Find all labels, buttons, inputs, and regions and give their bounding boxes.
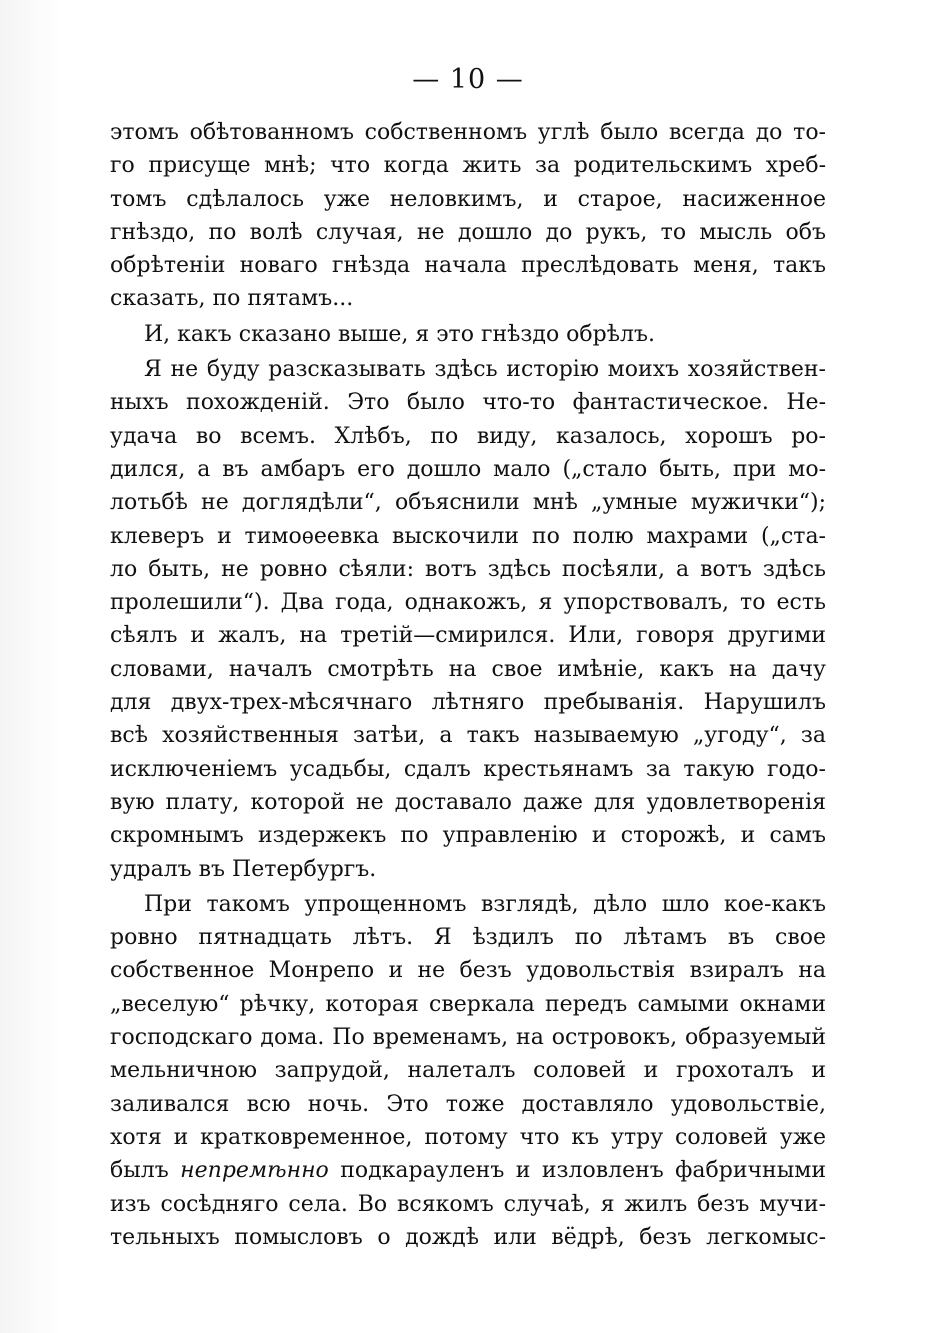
- text-line-with-emphasis: [110, 1154, 826, 1187]
- text-line: исключеніемъ усадьбы, сдалъ крестьянамъ за такую годо-: [110, 756, 826, 782]
- text-line: обрѣтеніи новаго гнѣзда начала преслѣдовать меня, такъ: [110, 253, 826, 279]
- text-line: изъ сосѣдняго села. Во всякомъ случаѣ, я жилъ безъ мучи-: [110, 1191, 826, 1217]
- text-line: го присуще мнѣ; что когда жить за родительскимъ хреб-: [110, 153, 826, 179]
- paragraph-3: [110, 353, 826, 886]
- paragraph-4: [110, 888, 826, 1254]
- text-run: былъ: [110, 1158, 181, 1184]
- text-line: мельничною запрудой, налеталъ соловей и грохоталъ и: [110, 1058, 826, 1084]
- text-line: ныхъ похожденій. Это было что-то фантастическое. Не-: [110, 390, 826, 416]
- page-gutter-shadow: [0, 0, 62, 1333]
- text-line: сѣялъ и жалъ, на третій—смирился. Или, говоря другими: [110, 623, 826, 649]
- text-line: дился, а въ амбаръ его дошло мало („стало быть, при мо-: [110, 456, 826, 482]
- text-line: ровно пятнадцать лѣтъ. Я ѣздилъ по лѣтамъ въ свое: [110, 925, 826, 951]
- text-line: Я не буду разсказывать здѣсь исторію моихъ хозяйствен-: [144, 357, 826, 383]
- text-line: гнѣздо, по волѣ случая, не дошло до рукъ, то мысль объ: [110, 219, 826, 245]
- text-line: пролешили“). Два года, однакожъ, я упорствовалъ, то есть: [110, 590, 826, 616]
- text-line: „веселую“ рѣчку, которая сверкала передъ самыми окнами: [110, 991, 826, 1017]
- text-line: этомъ обѣтованномъ собственномъ углѣ было всегда до то-: [110, 120, 826, 145]
- text-line: ло быть, не ровно сѣяли: вотъ здѣсь посѣяли, а вотъ здѣсь: [110, 556, 826, 582]
- text-line: собственное Монрепо и не безъ удовольствія взиралъ на: [110, 958, 826, 984]
- text-line: томъ сдѣлалось уже неловкимъ, и старое, насиженное: [110, 186, 826, 212]
- book-page: [110, 58, 826, 1256]
- text-line: тельныхъ помысловъ о дождѣ или вёдрѣ, безъ легкомыс-: [110, 1224, 826, 1250]
- text-line: лотьбѣ не доглядѣли“, объяснили мнѣ „умные мужички“);: [110, 490, 826, 516]
- text-line: клеверъ и тимоѳеевка выскочили по полю махрами („ста-: [110, 523, 826, 549]
- emphasized-word: непремѣнно: [180, 1158, 329, 1184]
- paragraph-1: [110, 116, 826, 316]
- text-line: словами, началъ смотрѣть на свое имѣніе, какъ на дачу: [110, 656, 826, 682]
- text-line: всѣ хозяйственныя затѣи, а такъ называемую „угоду“, за: [110, 723, 826, 749]
- text-line: сказать, по пятамъ...: [110, 286, 354, 312]
- text-line: заливался всю ночь. Это тоже доставляло удовольствіе,: [110, 1091, 826, 1117]
- text-line: господскаго дома. По временамъ, на островокъ, образуемый: [110, 1025, 826, 1051]
- text-line: удача во всемъ. Хлѣбъ, по виду, казалось, хорошъ ро-: [110, 423, 826, 449]
- text-line: При такомъ упрощенномъ взглядѣ, дѣло шло кое-какъ: [144, 891, 826, 917]
- text-line: удралъ въ Петербургъ.: [110, 856, 377, 882]
- text-line: хотя и кратковременное, потому что къ утру соловей уже: [110, 1124, 826, 1150]
- text-line: И, какъ сказано выше, я это гнѣздо обрѣлъ.: [144, 321, 655, 347]
- text-line: для двух-трех-мѣсячнаго лѣтняго пребыванія. Нарушилъ: [110, 690, 826, 716]
- page-number: — 10 —: [412, 64, 524, 95]
- paragraph-2: [110, 318, 826, 351]
- text-line: вую плату, которой не доставало даже для удовлетворенія: [110, 789, 826, 815]
- text-run: подкарауленъ и изловленъ фабричными: [328, 1158, 826, 1184]
- text-line: скромнымъ издержекъ по управленію и сторожѣ, и самъ: [110, 823, 826, 849]
